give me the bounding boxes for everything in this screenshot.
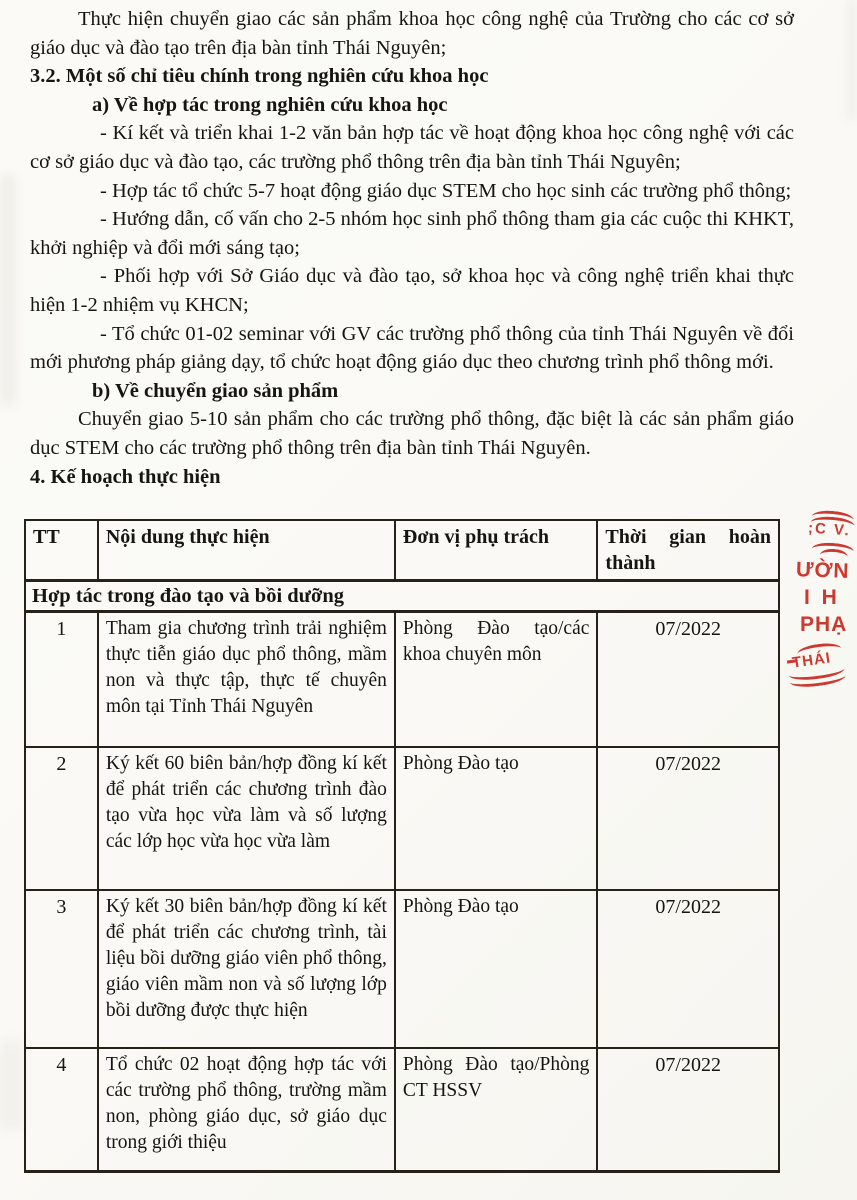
cell-unit: Phòng Đào tạo/các khoa chuyên môn (395, 612, 598, 747)
subsection-heading-a: a) Về hợp tác trong nghiên cứu khoa học (92, 93, 448, 116)
table-row (25, 612, 779, 747)
stamp-text-thai: THÁI (791, 649, 832, 672)
section-heading-3-2: 3.2. Một số chỉ tiêu chính trong nghiên cứu khoa học (30, 65, 489, 88)
cell-content: Tổ chức 02 hoạt động hợp tác với các trường phổ thông, trường mầm non, phòng giáo dục, sở giáo dục trong giới thiệu (98, 1048, 395, 1172)
cell-content: Ký kết 60 biên bản/hợp đồng kí kết để phát triển các chương trình đào tạo vừa học vừa làm và số lượng các lớp học vừa học vừa làm (98, 747, 395, 890)
implementation-plan-table (24, 519, 780, 1173)
cell-time: 07/2022 (597, 1048, 779, 1172)
bullet-seminars: - Tổ chức 01-02 seminar với GV các trường phổ thông của tỉnh Thái Nguyên về đổi mới phương pháp giảng dạy, tổ chức hoạt động giáo dục theo chương trình phổ thông mới. (30, 322, 794, 374)
cell-tt: 2 (25, 747, 98, 890)
bullet-stem-activities: - Hợp tác tổ chức 5-7 hoạt động giáo dục STEM cho học sinh các trường phổ thông; (100, 179, 792, 202)
cell-unit: Phòng Đào tạo (395, 747, 598, 890)
paragraph-product-transfer: Chuyển giao 5-10 sản phẩm cho các trường phổ thông, đặc biệt là các sản phẩm giáo dục STEM cho các trường phổ thông trên địa bàn tỉnh Thái Nguyên. (30, 408, 794, 459)
stamp-text-pha: PHẠ (800, 613, 848, 636)
red-stamp-fragment (787, 505, 857, 700)
table-section-row (25, 581, 779, 612)
subsection-heading-b: b) Về chuyển giao sản phẩm (92, 379, 339, 402)
stamp-text-uon: ƯỜN (795, 558, 850, 583)
cell-time: 07/2022 (597, 890, 779, 1048)
paragraph-transfer-intro: Thực hiện chuyển giao các sản phẩm khoa học công nghệ của Trường cho các cơ sở giáo dục và đào tạo trên địa bàn tỉnh Thái Nguyên; (30, 8, 794, 59)
section-row-label: Hợp tác trong đào tạo và bồi dưỡng (25, 581, 779, 612)
table-row (25, 890, 779, 1048)
cell-content: Ký kết 30 biên bản/hợp đồng kí kết để phát triển các chương trình, tài liệu bồi dưỡng giáo viên phổ thông, giáo viên mầm non và số lượng lớp bồi dưỡng được thực hiện (98, 890, 395, 1048)
cell-unit: Phòng Đào tạo/Phòng CT HSSV (395, 1048, 598, 1172)
table-row (25, 1048, 779, 1172)
cell-unit: Phòng Đào tạo (395, 890, 598, 1048)
table-header-row (25, 520, 779, 581)
cell-tt: 3 (25, 890, 98, 1048)
column-header-unit: Đơn vị phụ trách (395, 520, 598, 581)
table-row (25, 747, 779, 890)
stamp-text-ih: I H (804, 586, 840, 609)
scan-artifact (0, 1040, 22, 1130)
cell-tt: 4 (25, 1048, 98, 1172)
scan-artifact (0, 175, 16, 405)
cell-tt: 1 (25, 612, 98, 747)
column-header-content: Nội dung thực hiện (98, 520, 395, 581)
cell-content: Tham gia chương trình trải nghiệm thực tiễn giáo dục phổ thông, mầm non và thực tập, thực tế chuyên môn tại Tỉnh Thái Nguyên (98, 612, 395, 747)
bullet-khcn-tasks: - Phối hợp với Sở Giáo dục và đào tạo, sở khoa học và công nghệ triển khai thực hiện 1-2 nhiệm vụ KHCN; (30, 265, 794, 316)
bullet-cooperation-agreements: - Kí kết và triển khai 1-2 văn bản hợp tác về hoạt động khoa học công nghệ với các cơ sở giáo dục và đào tạo, các trường phổ thông trên địa bàn tỉnh Thái Nguyên; (30, 122, 794, 173)
column-header-time: Thời gian hoàn thành (597, 520, 779, 581)
section-heading-4: 4. Kế hoạch thực hiện (30, 465, 221, 488)
scan-artifact (847, 0, 857, 120)
column-header-tt: TT (25, 520, 98, 581)
bullet-student-mentoring: - Hướng dẫn, cố vấn cho 2-5 nhóm học sinh phổ thông tham gia các cuộc thi KHKT, khởi nghiệp và đổi mới sáng tạo; (30, 208, 794, 259)
document-body (30, 5, 794, 491)
cell-time: 07/2022 (597, 747, 779, 890)
cell-time: 07/2022 (597, 612, 779, 747)
stamp-text-cv: ;C V. (807, 519, 852, 540)
